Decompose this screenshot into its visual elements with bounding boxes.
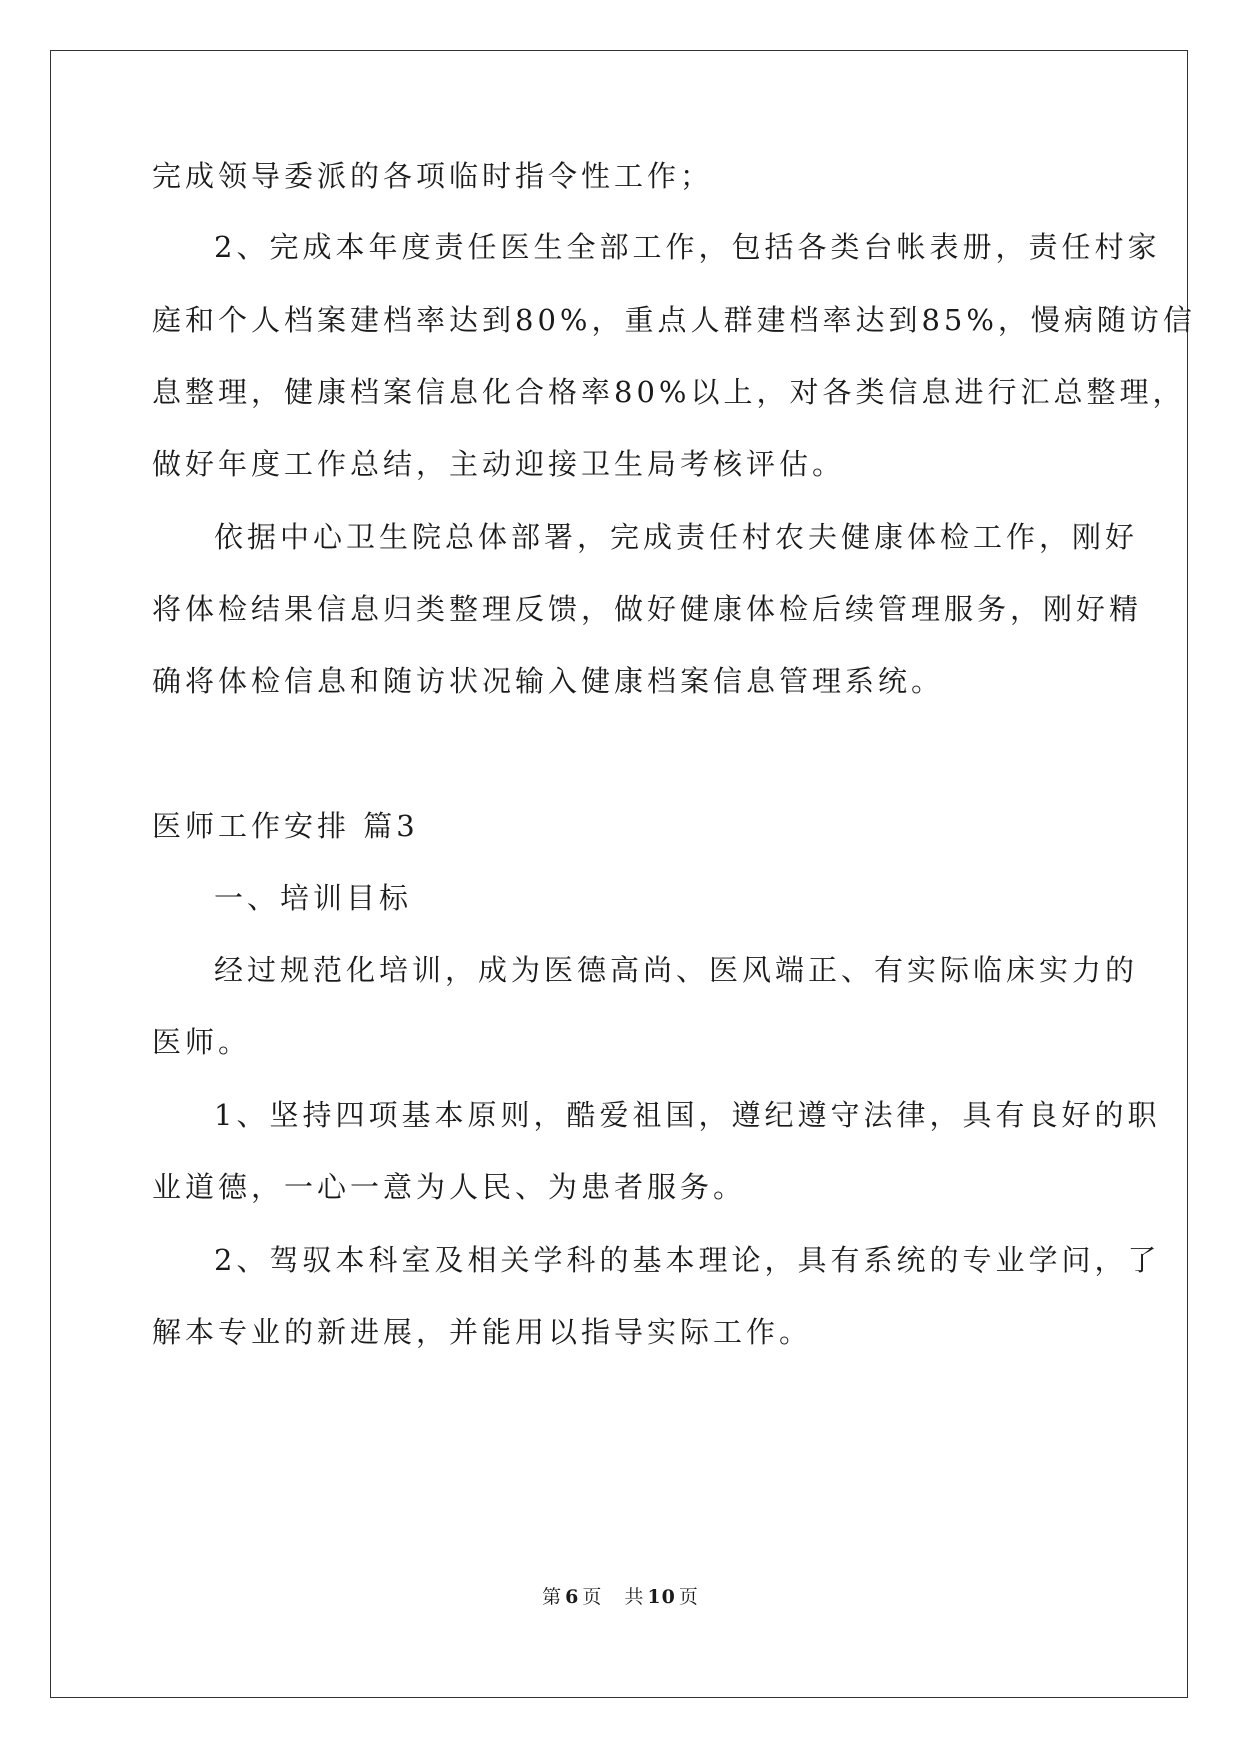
section-heading: 医师工作安排 篇3 <box>152 809 419 843</box>
body-line-5: 做好年度工作总结，主动迎接卫生局考核评估。 <box>152 447 846 481</box>
page-border <box>50 50 1188 1698</box>
body-line-12: 医师。 <box>152 1025 252 1059</box>
body-line-3: 庭和个人档案建档率达到80%，重点人群建档率达到85%，慢病随访信 <box>152 303 1196 337</box>
body-line-14: 业道德，一心一意为人民、为患者服务。 <box>152 1170 747 1204</box>
body-line-16: 解本专业的新进展，并能用以指导实际工作。 <box>152 1315 813 1349</box>
body-line-4: 息整理，健康档案信息化合格率80%以上，对各类信息进行汇总整理， <box>152 375 1186 409</box>
body-line-8: 确将体检信息和随访状况输入健康档案信息管理系统。 <box>152 664 945 698</box>
body-line-11: 经过规范化培训，成为医德高尚、医风端正、有实际临床实力的 <box>214 953 1139 987</box>
body-line-10: 一、培训目标 <box>214 881 413 915</box>
body-line-15: 2、驾驭本科室及相关学科的基本理论，具有系统的专业学问，了 <box>214 1243 1161 1277</box>
body-line-7: 将体检结果信息归类整理反馈，做好健康体检后续管理服务，刚好精 <box>152 592 1143 626</box>
body-line-1: 完成领导委派的各项临时指令性工作； <box>152 159 714 193</box>
footer-page-prefix: 第 <box>542 1586 563 1608</box>
page-footer <box>0 1584 1241 1610</box>
body-line-2: 2、完成本年度责任医生全部工作，包括各类台帐表册，责任村家 <box>214 230 1161 264</box>
footer-page-current: 6 <box>565 1586 580 1608</box>
body-line-13: 1、坚持四项基本原则，酷爱祖国，遵纪遵守法律，具有良好的职 <box>214 1098 1161 1132</box>
footer-total-suffix: 页 <box>678 1586 699 1608</box>
footer-page-total: 10 <box>647 1586 676 1608</box>
body-line-6: 依据中心卫生院总体部署，完成责任村农夫健康体检工作，刚好 <box>214 520 1139 554</box>
footer-page-mid: 页 <box>582 1586 603 1608</box>
footer-total-prefix: 共 <box>624 1586 645 1608</box>
